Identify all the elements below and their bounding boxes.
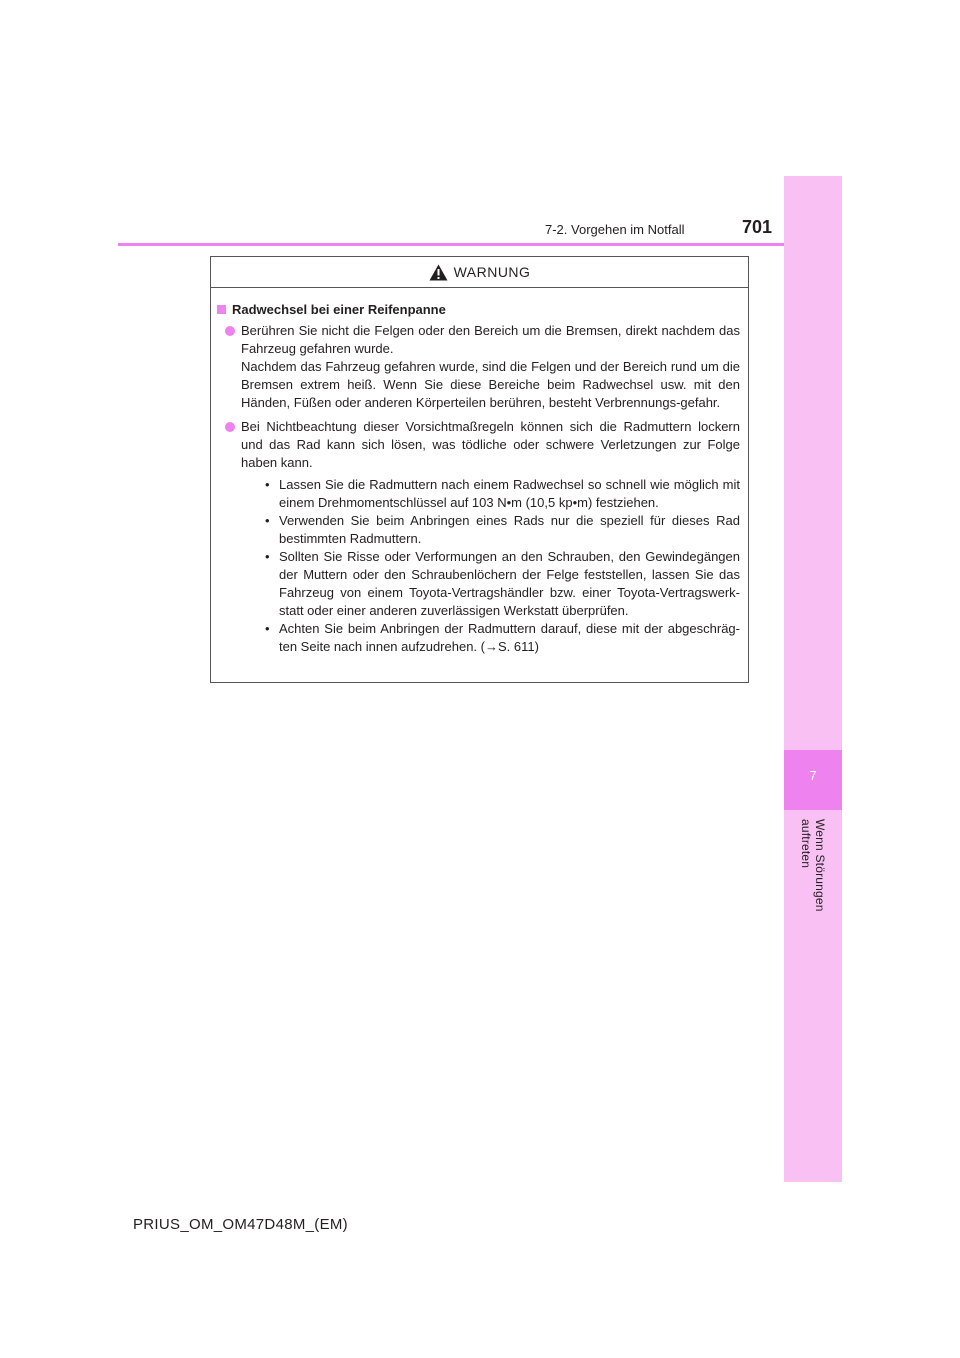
item-2-text: Bei Nichtbeachtung dieser Vorsichtmaßregeln können sich die Radmuttern lockern und das Rad kann sich lösen, was tödliche oder schwere Verletzungen zur Folge haben kann. — [241, 419, 740, 470]
document-code: PRIUS_OM_OM47D48M_(EM) — [133, 1216, 348, 1233]
circle-bullet-icon — [225, 422, 235, 432]
square-bullet-icon — [217, 305, 226, 314]
warning-title: WARNUNG — [453, 264, 531, 280]
chapter-number: 7 — [809, 768, 817, 783]
item-1-line-1: Berühren Sie nicht die Felgen oder den Bereich um die Bremsen, direkt nachdem das Fahrzeug gefahren wurde. — [241, 323, 740, 356]
subheading-text: Radwechsel bei einer Reifenpanne — [232, 302, 446, 317]
sub-list-item: • Lassen Sie die Radmuttern nach einem Radwechsel so schnell wie möglich mit einem Drehmomentschlüssel auf 103 N•m (10,5 kp•m) festziehen. — [265, 477, 740, 510]
chapter-title: Wenn Störungen auftreten — [799, 819, 827, 912]
sub-list-item: • Achten Sie beim Anbringen der Radmuttern darauf, diese mit der abgeschräg-ten Seite nach innen aufzudrehen. (→S. 611) — [265, 621, 740, 654]
page-number: 701 — [742, 217, 773, 237]
header-rule — [118, 243, 784, 246]
circle-bullet-icon — [225, 326, 235, 336]
sub-list-item: • Verwenden Sie beim Anbringen eines Rads nur die speziell für dieses Rad bestimmten Radmuttern. — [265, 513, 740, 546]
warning-item-2 — [225, 418, 740, 656]
warning-subheading — [217, 301, 740, 319]
sub-list-item: • Sollten Sie Risse oder Verformungen an den Schrauben, den Gewindegängen der Muttern oder den Schraubenlöchern der Felge feststellen, lassen Sie das Fahrzeug von einem Toyota-Vertragshändler bzw. einer Toyota-Vertragswerk-statt oder einer anderen zuverlässigen Werkstatt überprüfen. — [265, 549, 740, 618]
warning-box — [210, 256, 749, 683]
side-tab — [784, 176, 842, 1182]
chapter-marker — [784, 750, 842, 810]
warning-header — [211, 257, 748, 288]
warning-body — [211, 288, 748, 656]
warning-item-1 — [225, 322, 740, 412]
section-title: 7-2. Vorgehen im Notfall — [545, 222, 685, 237]
item-1-line-2: Nachdem das Fahrzeug gefahren wurde, sind die Felgen und der Bereich rund um die Bremsen extrem heiß. Wenn Sie diese Bereiche beim Radwechsel usw. mit den Händen, Füßen oder anderen Körperteilen berühren, besteht Verbrennungs-gefahr. — [241, 359, 740, 410]
warning-triangle-icon — [429, 264, 448, 281]
sub-list — [265, 476, 740, 656]
